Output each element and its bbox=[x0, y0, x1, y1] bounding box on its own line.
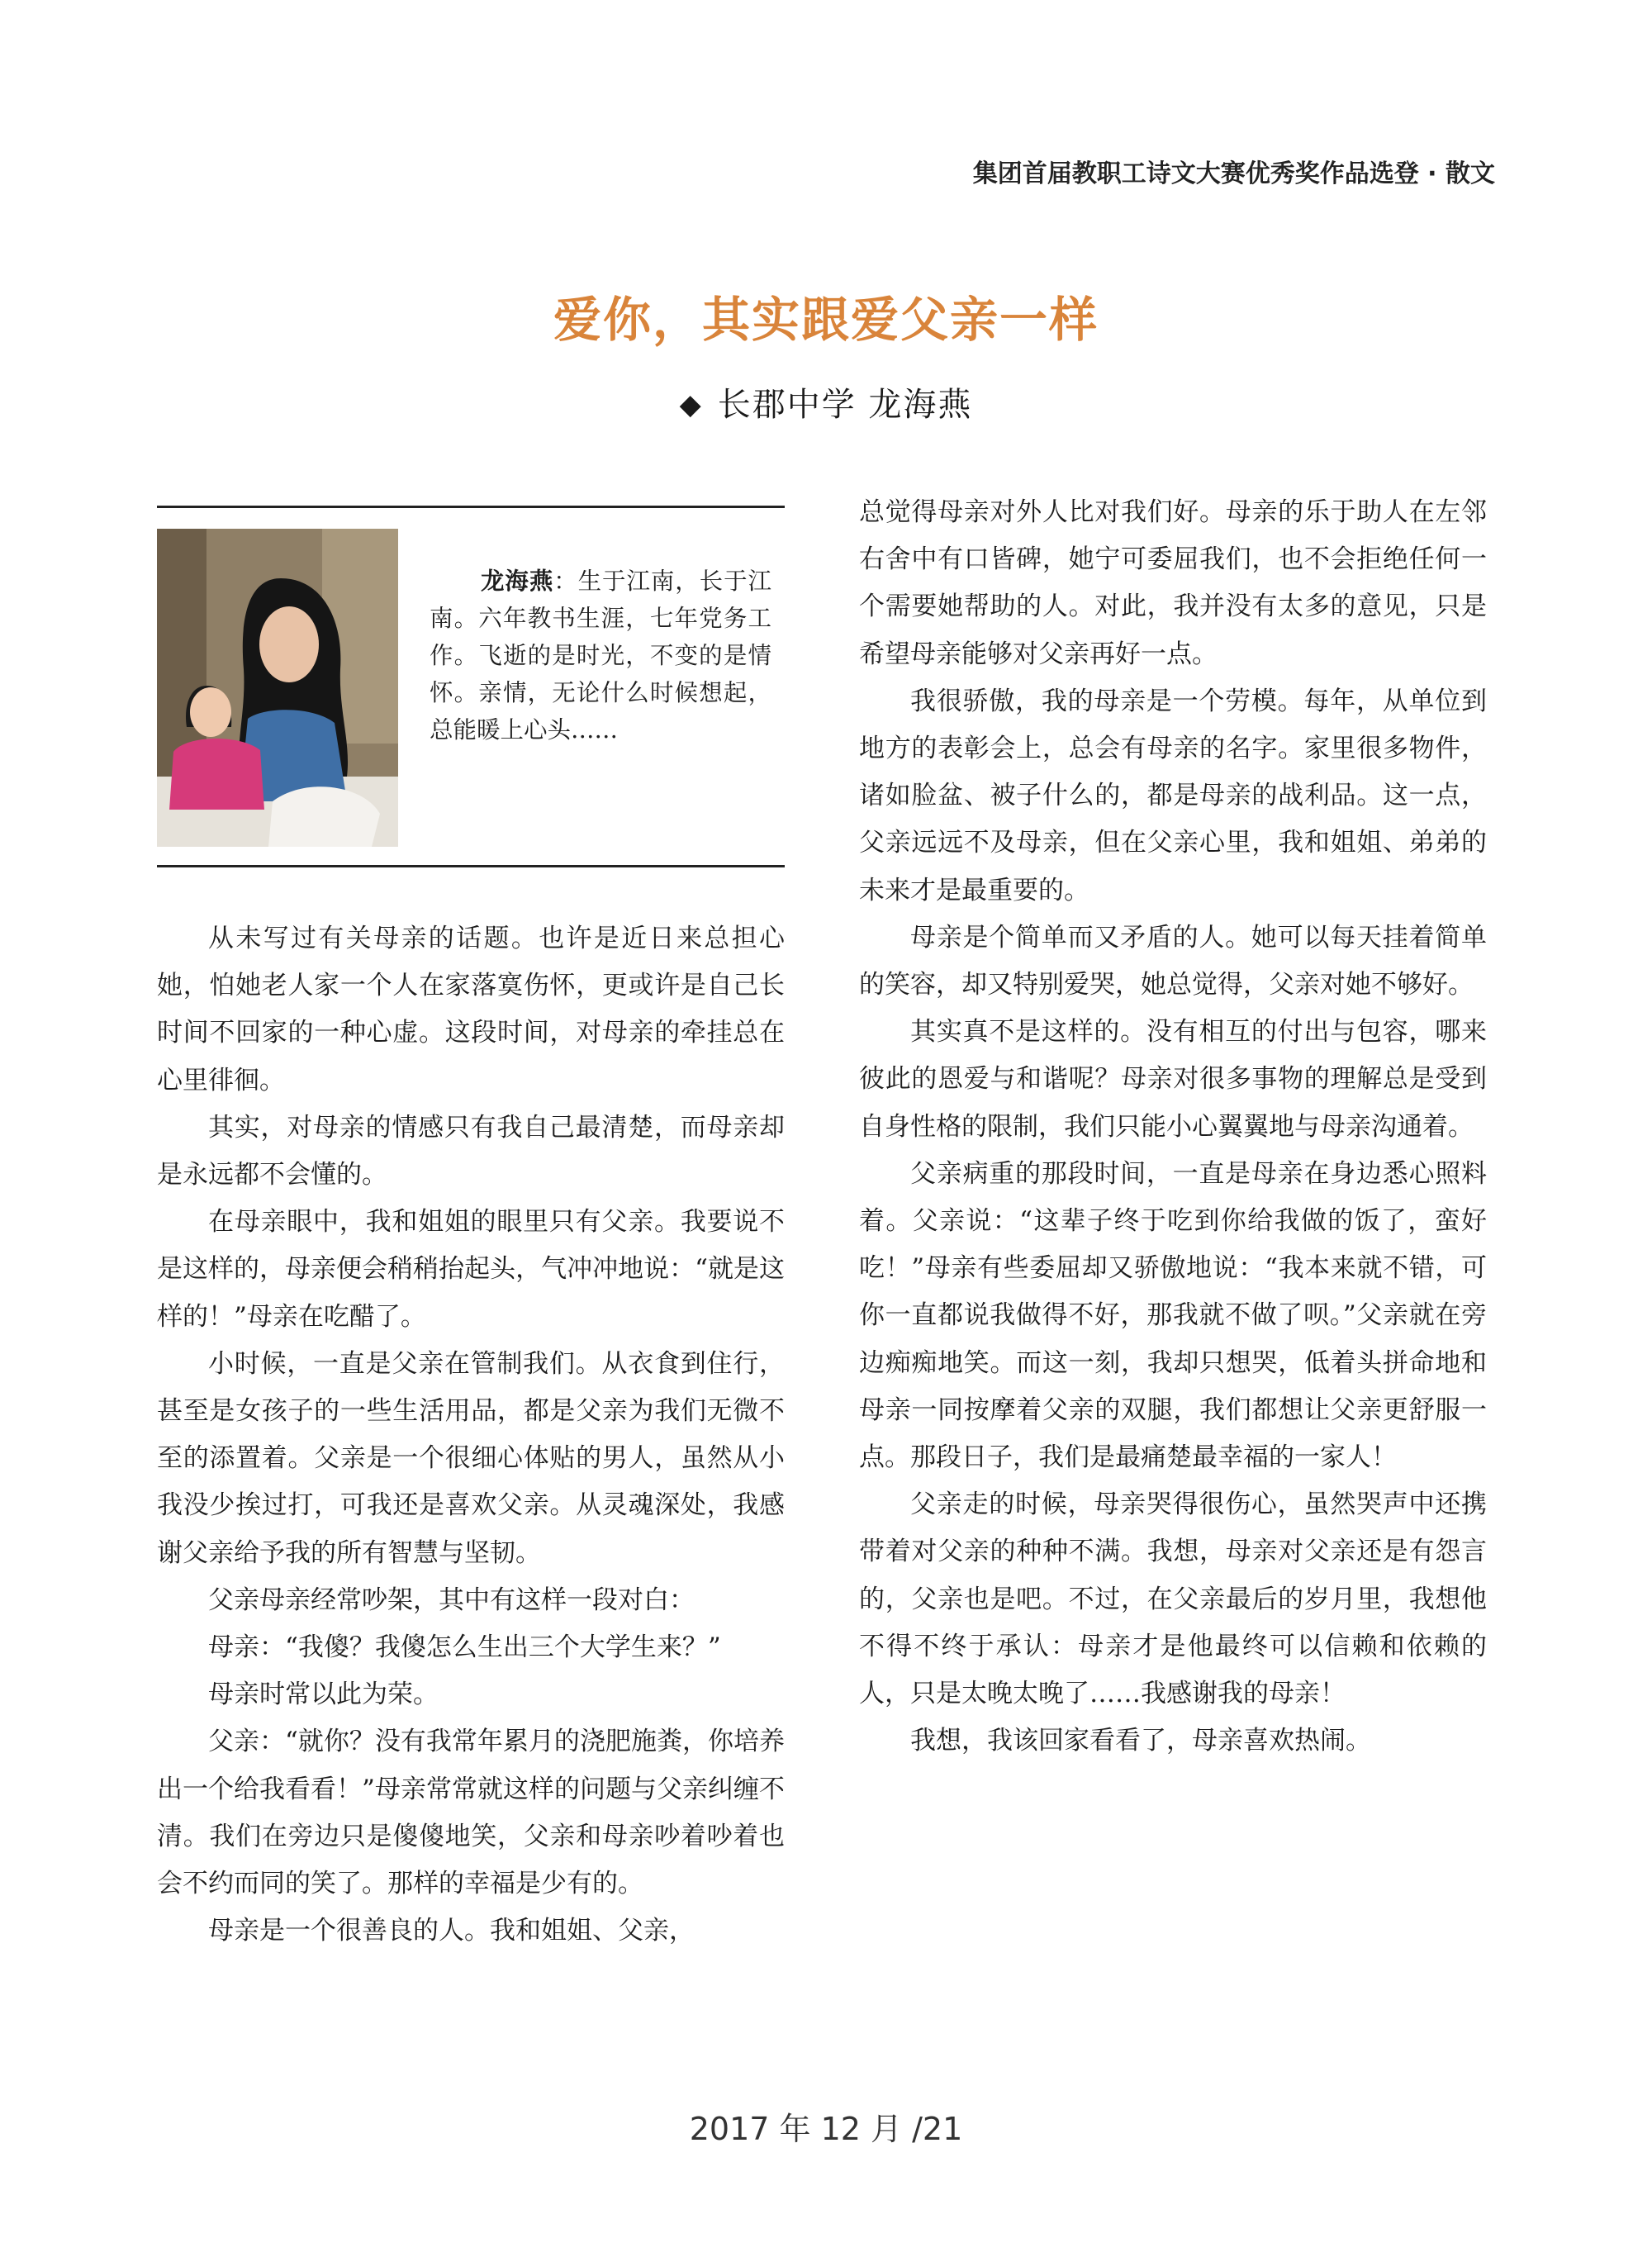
paragraph: 父亲病重的那段时间，一直是母亲在身边悉心照料着。父亲说：“这辈子终于吃到你给我做的饭了，蛮好吃！”母亲有些委屈却又骄傲地说：“我本来就不错，可你一直都说我做得不好，那我就不做了呗。”父亲就在旁边痴痴地笑。而这一刻，我却只想哭，低着头拼命地和母亲一同按摩着父亲的双腿，我们都想让父亲更舒服一点。那段日子，我们是最痛楚最幸福的一家人！ bbox=[859, 1158, 1487, 1473]
author-photo-illustration bbox=[157, 529, 398, 847]
paragraph: 其实真不是这样的。没有相互的付出与包容，哪来彼此的恩爱与和谐呢？母亲对很多事物的理解总是受到自身性格的限制，我们只能小心翼翼地与母亲沟通着。 bbox=[859, 1017, 1487, 1142]
diamond-bullet-icon: ◆ bbox=[679, 388, 703, 421]
paragraph: 母亲：“我傻？我傻怎么生出三个大学生来？” bbox=[208, 1632, 721, 1663]
paragraph: 从未写过有关母亲的话题。也许是近日来总担心她，怕她老人家一个人在家落寞伤怀，更或许是自己长时间不回家的一种心虚。这段时间，对母亲的牵挂总在心里徘徊。 bbox=[157, 924, 785, 1095]
section-header: 集团首届教职工诗文大赛优秀奖作品选登 · 散文 bbox=[972, 159, 1495, 188]
author-bio bbox=[430, 563, 771, 748]
paragraph: 父亲母亲经常吵架，其中有这样一段对白： bbox=[208, 1585, 695, 1615]
author-name: 长郡中学 龙海燕 bbox=[717, 386, 973, 424]
author-photo bbox=[157, 529, 398, 847]
left-column bbox=[157, 915, 785, 1955]
paragraph: 母亲是个简单而又矛盾的人。她可以每天挂着简单的笑容，却又特别爱哭，她总觉得，父亲对她不够好。 bbox=[859, 922, 1487, 1000]
author-bio-name: 龙海燕 bbox=[481, 568, 554, 595]
page-footer: 2017 年 12 月 /21 bbox=[689, 2111, 963, 2147]
paragraph: 其实，对母亲的情感只有我自己最清楚，而母亲却是永远都不会懂的。 bbox=[157, 1112, 785, 1190]
paragraph: 在母亲眼中，我和姐姐的眼里只有父亲。我要说不是这样的，母亲便会稍稍抬起头，气冲冲地说：“就是这样的！”母亲在吃醋了。 bbox=[157, 1207, 785, 1332]
paragraph: 我想，我该回家看看了，母亲喜欢热闹。 bbox=[910, 1726, 1371, 1756]
paragraph: 我很骄傲，我的母亲是一个劳模。每年，从单位到地方的表彰会上，总会有母亲的名字。家里很多物件，诸如脸盆、被子什么的，都是母亲的战利品。这一点，父亲远远不及母亲，但在父亲心里，我和姐姐、弟弟的未来才是最重要的。 bbox=[859, 686, 1487, 905]
paragraph: 母亲是一个很善良的人。我和姐姐、父亲， bbox=[208, 1916, 695, 1946]
paragraph: 母亲时常以此为荣。 bbox=[208, 1680, 439, 1710]
article-title: 爱你，其实跟爱父亲一样 bbox=[553, 292, 1099, 348]
author-line bbox=[0, 378, 1652, 425]
author-bio-box bbox=[157, 506, 785, 867]
paragraph: 总觉得母亲对外人比对我们好。母亲的乐于助人在左邻右舍中有口皆碑，她宁可委屈我们，也不会拒绝任何一个需要她帮助的人。对此，我并没有太多的意见，只是希望母亲能够对父亲再好一点。 bbox=[859, 497, 1487, 669]
paragraph: 小时候，一直是父亲在管制我们。从衣食到住行，甚至是女孩子的一些生活用品，都是父亲为我们无微不至的添置着。父亲是一个很细心体贴的男人，虽然从小我没少挨过打，可我还是喜欢父亲。从灵魂深处，我感谢父亲给予我的所有智慧与坚韧。 bbox=[157, 1348, 785, 1568]
paragraph: 父亲走的时候，母亲哭得很伤心，虽然哭声中还携带着对父亲的种种不满。我想，母亲对父亲还是有怨言的，父亲也是吧。不过，在父亲最后的岁月里，我想他不得不终于承认：母亲才是他最终可以信赖和依赖的人，只是太晚太晚了……我感谢我的母亲！ bbox=[859, 1490, 1487, 1709]
right-column bbox=[859, 489, 1487, 1765]
author-bio-text: ：生于江南，长于江南。六年教书生涯，七年党务工作。飞逝的是时光，不变的是情怀。亲情，无论什么时候想起，总能暖上心头…… bbox=[430, 568, 771, 744]
paragraph: 父亲：“就你？没有我常年累月的浇肥施粪，你培养出一个给我看看！”母亲常常就这样的问题与父亲纠缠不清。我们在旁边只是傻傻地笑，父亲和母亲吵着吵着也会不约而同的笑了。那样的幸福是少有的。 bbox=[157, 1727, 785, 1899]
